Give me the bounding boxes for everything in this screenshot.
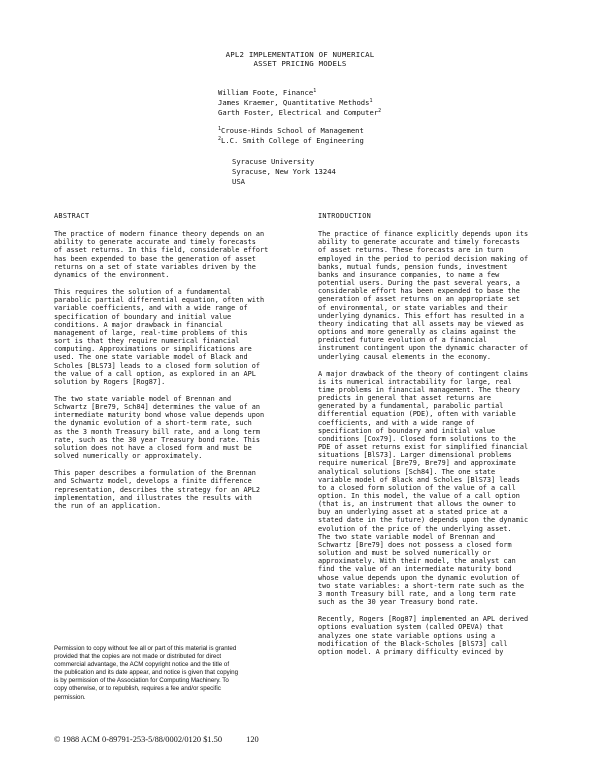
- author: [218, 98, 381, 108]
- introduction-paragraph: The practice of finance explicitly depends upon its ability to generate accurate and timely forecasts of asset returns. These forecasts are in turn employed in the period to period decision making of banks, mutual funds, pension funds, investment banks and insurance companies, to name a few potential users. During the past several years, a considerable effort has been expended to base the generation of asset returns on an appropriate set of environmental, or state variables and their underlying dynamics. This effort has resulted in a theory indicating that all assets may be viewed as options and more generally as claims against the predicted future evolution of a financial instrument contingent upon the dynamic character of underlying causal elements in the economy.: [318, 230, 529, 361]
- affiliation-name: Crouse-Hinds School of Management: [221, 126, 364, 135]
- copyright-line: © 1988 ACM 0-89791-253-5/88/0002/0120 $1.50: [54, 735, 223, 744]
- abstract-paragraph: The practice of modern finance theory depends on an ability to generate accurate and timely forecasts of asset returns. In this field, considerable effort has been expended to base the generation of asset returns on a set of state variables driven by the dynamics of the environment.: [54, 230, 269, 279]
- abstract-section: [54, 212, 292, 519]
- introduction-heading: INTRODUCTION: [318, 212, 372, 220]
- introduction-paragraph: Recently, Rogers [Rog87] implemented an APL derived options evaluation system (called OPEVA) that analyzes one state variable options using a modification of the Black-Scholes [BlS73] call option model. A primary difficulty evinced by: [318, 615, 529, 656]
- abstract-heading: ABSTRACT: [54, 212, 90, 220]
- author-mark: 1: [369, 98, 373, 104]
- abstract-paragraph: The two state variable model of Brennan and Schwartz [Bre79, Sch84] determines the value of an intermediate maturity bond whose value depends upon the dynamic evolution of a short-term rate, such as the 3 month Treasury bill rate, and a long term rate, such as the 30 year Treasury bond rate. This solution does not have a closed form and must be solved numerically or approximately.: [54, 394, 265, 461]
- address-block: [232, 157, 336, 187]
- title-line: APL2 IMPLEMENTATION OF NUMERICAL: [225, 50, 375, 59]
- address-line: Syracuse, New York 13244: [232, 167, 336, 176]
- affiliation-name: L.C. Smith College of Engineering: [221, 136, 364, 145]
- author-name: William Foote, Finance: [218, 88, 314, 97]
- abstract-paragraph: This paper describes a formulation of the Brennan and Schwartz model, develops a finite difference representation, describes the strategy for an APL2 implementation, and illustrates the results with the run of an application.: [54, 469, 261, 510]
- author-mark: 1: [313, 88, 317, 94]
- affiliation-mark: 2: [218, 136, 222, 142]
- introduction-paragraph: A major drawback of the theory of contingent claims is its numerical intractability for large, real time problems in financial management. The theory predicts in general that asset returns are generated by a fundamental, parabolic partial differential equation (PDE), often with variable coefficients, and with a wide range of specification of boundary and initial value conditions [Cox79]. Closed form solutions to the PDE of asset returns exist for simplified financial situations [BlS73]. Larger dimensional problems require numerical [Bre79, Bre79] and approximate analytical solutions [Sch84]. The one state variable model of Black and Scholes [BlS73] leads to a closed form solution of the value of a call option. In this model, the value of a call option (that is, an instrument that allows the owner to buy an underlying asset at a stated price at a stated date in the future) depends upon the dynamic evolution of the price of the underlying asset. The two state variable model of Brennan and Schwartz [Bre79] does not possess a closed form solution and must be solved numerically or approximately. With their model, the analyst can find the value of an intermediate maturity bond whose value depends upon the dynamic evolution of two state variables: a short-term rate such as the 3 month Treasury bill rate, and a long term rate such as the 30 year Treasury bond rate.: [318, 369, 529, 607]
- title-line: ASSET PRICING MODELS: [253, 59, 347, 68]
- abstract-paragraph: This requires the solution of a fundamental parabolic partial differential equation, often with variable coefficients, and with a wide range of specification of boundary and initial value conditions. A major drawback in financial management of large, real-time problems of this sort is that they require numerical financial computing. Approximations or simplifications are used. The one state variable model of Black and Scholes [BLS73] leads to a closed form solution of the value of a call option, as explored in an APL solution by Rogers [Rog87].: [54, 288, 265, 386]
- affiliation-list: [218, 126, 364, 146]
- permission-notice: Permission to copy without fee all or part of this material is granted provided that the copies are not made or distributed for direct commercial advantage, the ACM copyright notice and the title of the publication and its date appear, and notice is given that copying is by permission of the Association for Computing Machinery. To copy otherwise, or to republish, requires a fee and/or specific permission.: [54, 645, 239, 701]
- author-name: Garth Foster, Electrical and Computer: [218, 108, 379, 117]
- address-line: Syracuse University: [232, 157, 315, 166]
- introduction-section: [318, 212, 566, 665]
- paper-title: [0, 50, 600, 68]
- author-mark: 2: [378, 108, 382, 114]
- address-line: USA: [232, 177, 245, 186]
- page-number: 120: [246, 735, 259, 744]
- affiliation-mark: 1: [218, 126, 222, 132]
- affiliation: [218, 136, 364, 146]
- author: [218, 88, 381, 98]
- affiliation: [218, 126, 364, 136]
- page-footer: [54, 735, 354, 744]
- author: [218, 108, 381, 118]
- author-list: [218, 88, 381, 118]
- author-name: James Kraemer, Quantitative Methods: [218, 98, 370, 107]
